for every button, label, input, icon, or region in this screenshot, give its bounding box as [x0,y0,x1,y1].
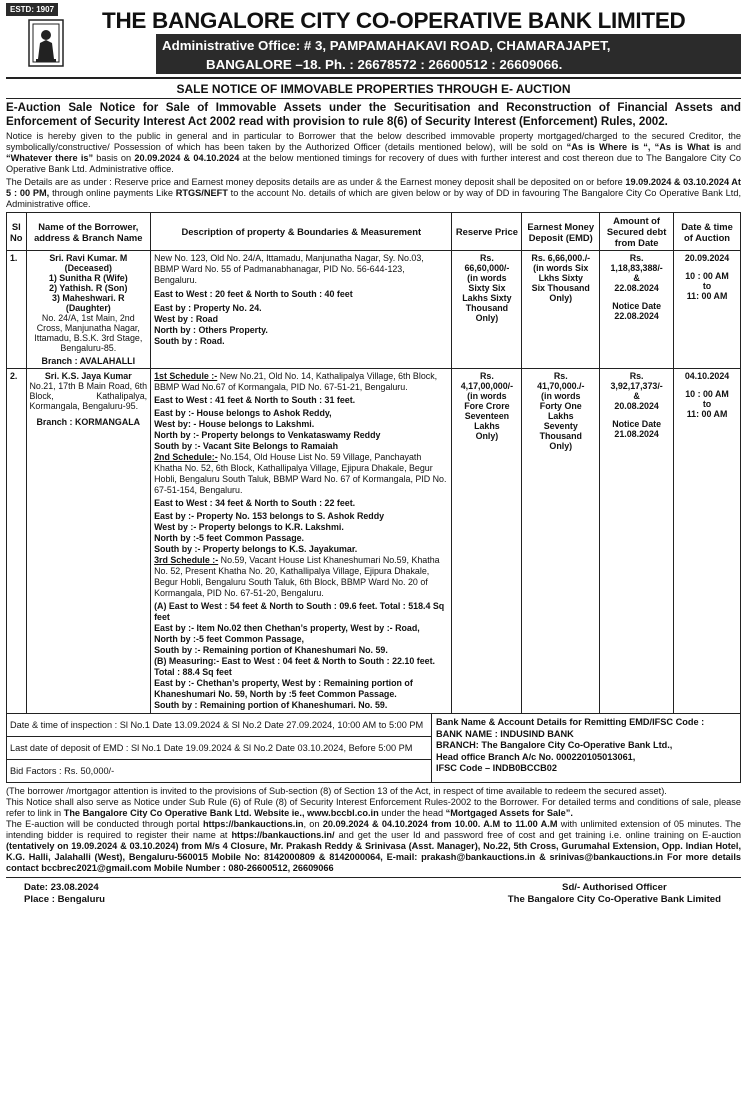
sale-title: SALE NOTICE OF IMMOVABLE PROPERTIES THROUGH E- AUCTION [6,82,741,99]
row2-auction: 04.10.2024 10 : 00 AM to 11: 00 AM [674,369,741,714]
admin-address-line1: Administrative Office: # 3, PAMPAMAHAKAVI ROAD, CHAMARAJAPET, [162,38,611,53]
row1-debt: Rs. 1,18,83,388/- & 22.08.2024 Notice Date 22.08.2024 [600,251,674,369]
header-name: Name of the Borrower, address & Branch Name [26,213,151,251]
notice-date: Date: 23.08.2024 [24,882,99,893]
inspection-details [7,714,432,782]
row1-reserve: Rs. 66,60,000/- (in words Sixty Six Lakhs Sixty Thousand Only) [452,251,522,369]
header-reserve: Reserve Price [452,213,522,251]
row1-auction: 20.09.2024 10 : 00 AM to 11: 00 AM [674,251,741,369]
bank-logo-icon [28,19,64,67]
note-sub-rule: This Notice shall also serve as Notice under Sub Rule (6) of Rule (8) of Security Interest Enforcement Rules-2002 to the Borrower. For detailed terms and conditions of sale, please refer to link in The Bangalore City Co Operative Bank Ltd. Website ie., www.bccbl.co.in under the head “Mortgaged Assets for Sale”. [6,797,741,818]
notice-place: Place : Bengaluru [24,894,106,905]
row1-description: New No. 123, Old No. 24/A, Ittamadu, Manjunatha Nagar, Sy. No.03, BBMP Ward No. 55 of Padmanabhanagar, PID No. 56-644-123, Bengaluru. East to West : 20 feet & North to South : 40 feet East by : Property No. 24. West by : Road North by : Others Property. South by : Road. [151,251,452,369]
row1-emd: Rs. 6,66,000./- (in words Six Lkhs Sixty Six Thousand Only) [522,251,600,369]
header-emd: Earnest Money Deposit (EMD) [522,213,600,251]
row2-sl: 2. [7,369,27,714]
row2-emd: Rs. 41,70,000./- (in words Forty One Lakhs Seventy Thousand Only) [522,369,600,714]
inspection-date: Date & time of inspection : Sl No.1 Date 13.09.2024 & Sl No.2 Date 27.09.2024, 10:00 AM to 5:00 PM [7,714,431,737]
row2-borrower: Sri. K.S. Jaya Kumar No.21, 17th B Main Road, 6th Block, Kathalipalya, Kormangala, Bengaluru-95. Branch : KORMANGALA [26,369,151,714]
admin-address-line2: BANGALORE –18. Ph. : 26678572 : 26600512 : 26609066. [206,57,563,72]
bank-name: THE BANGALORE CITY CO-OPERATIVE BANK LIMITED [102,8,686,33]
table-row [7,251,741,369]
estd-badge: ESTD: 1907 [6,3,58,16]
footer-bank-name: The Bangalore City Co-Operative Bank Limited [507,894,721,905]
intro-paragraph-2: The Details are as under : Reserve price and Earnest money deposits details are as under & the Earnest money deposit shall be deposited on or before 19.09.2024 & 03.10.2024 At 5 : 00 PM, through online payments Like RTGS/NEFT to the account No. details of which are given below or by way of DD in favouring The Bangalore City Co Operative Bank Ltd, Administrative office. [6,177,742,209]
row1-sl: 1. [7,251,27,369]
bank-details: Bank Name & Account Details for Remitting EMD/IFSC Code : BANK NAME : INDUSIND BANK BRANCH: The Bangalore City Co-Operative Bank Ltd., Head office Branch A/c No. 000220105013061, IFSC Code – INDB0BCCB02 [436,717,705,773]
bid-factors: Bid Factors : Rs. 50,000/- [10,766,115,776]
note-redeem: (The borrower /mortgagor attention is invited to the provisions of Sub-section (8) of Section 13 of the Act, in respect of time available to redeem the secured asset). [6,786,667,796]
property-table [6,212,741,714]
sub-title: E-Auction Sale Notice for Sale of Immovable Assets under the Securitisation and Reconstruction of Financial Assets and Enforcement of Security Interest Act 2002 read with provision to rule 8(6) of Security Interest (Enforcement) Rules, 2002. [6,101,741,128]
notice-page [6,3,741,906]
header-sl: Sl No [7,213,27,251]
terms-notes [6,786,741,878]
header-desc: Description of property & Boundaries & Measurement [151,213,452,251]
header-auction: Date & time of Auction [674,213,741,251]
row1-borrower: Sri. Ravi Kumar. M (Deceased) 1) Sunitha R (Wife) 2) Yathish. R (Son) 3) Maheshwari. R (Daughter) No. 24/A, 1st Main, 2nd Cross, Manjunatha Nagar, Ittamadu, B.S.K. 3rd Stage, Bengaluru-85. Branch : AVALAHALLI [26,251,151,369]
emd-last-date: Last date of deposit of EMD : Sl No.1 Date 19.09.2024 & Sl No.2 Date 03.10.2024, Before 5:00 PM [7,737,431,760]
footer [6,882,741,906]
note-eauction: The E-auction will be conducted through portal https://bankauctions.in, on 20.09.2024 & 04.10.2024 from 10.00. A.M to 11.00 A.M with unlimited extension of 05 minutes. The intending bidder is required to register their name at https://bankauctions.in/ and get the user Id and password free of cost and get training i.e. online training on E-auction (tentatively on 19.09.2024 & 03.10.2024) from M/s 4 Closure, Mr. Prakash Reddy & Srinivasa (Asst. Manager), No.22, 5th Cross, Gurumahal Extension, Opp. Indian Hotel, K.G. Halli, Jalahalli (West), Bengaluru-560015 Mobile No: 8142000809 & 8142000064, E-mail: prakash@bankauctions.in & srinivas@bankauctions.in For more details contact bccbrec2021@gmail.com Mobile Number : 080-26600512, 26609066 [6,819,741,873]
row2-reserve: Rs. 4,17,00,000/- (in words Fore Crore Seventeen Lakhs Only) [452,369,522,714]
header [6,3,741,79]
table-header-row [7,213,741,251]
inspection-and-bank-details [6,714,741,783]
authorised-officer: Sd/- Authorised Officer [562,882,667,893]
intro-paragraph-1: Notice is hereby given to the public in general and in particular to Borrower that the below described immovable property mortgaged/charged to the secured Creditor, the symbolically/constructive/ Possession of which has been taken by the Authorized Officer (details mentioned below), will be sold on “As is Where is “, “As is What is and “Whatever there is” basis on 20.09.2024 & 04.10.2024 at the below mentioned timings for recovery of dues with further interest and cost thereon due to The Bangalore City Co Operative Bank Ltd. Administrative office. [6,131,741,174]
header-debt: Amount of Secured debt from Date [600,213,674,251]
row2-debt: Rs. 3,92,17,373/- & 20.08.2024 Notice Date 21.08.2024 [600,369,674,714]
table-row [7,369,741,714]
row2-description: 1st Schedule :- New No.21, Old No. 14, Kathalipalya Village, 6th Block, BBMP Wad No.67 of Kormangala, PID No. 67-51-21, Bengaluru. East to West : 41 feet & North to South : 31 feet. East by :- House belongs to Ashok Reddy, West by: - House belongs to Lakshmi. North by :- Property belongs to Venkataswamy Reddy South by :- Vacant Site Belongs to Ramaiah 2nd Schedule:- No.154, Old House List No. 59 Village, Panchayath Khatha No. 52, 6th Block, Kathallipalya Village, Ejipura Dhakale, Begur Hobli, Bengaluru South Taluk, BBMP Ward No. 67 of Kormangala, PID No. 67-51-154, Bengaluru. East to West : 34 feet & North to South : 22 feet. East by :- Property No. 153 belongs to S. Ashok Reddy West by :- Property belongs to K.R. Lakshmi. North by :-5 feet Common Passage. South by :- Property belongs to K.S. Jayakumar. 3rd Schedule :- No.59, Vacant House List Khaneshumari No.59, Khatha No. 52, Present Khatha No. 20, Kathallipalya Village, Ejipura Dhakale, Begur Hobli, Bengaluru South Taluk, 6th Block, BBMP Ward No. 20 of Kormangala, PID No. 67-51-20, Bengaluru. (A) East to West : 54 feet & North to South : 09.6 feet. Total : 518.4 Sq feet East by :- Item No.02 then Chethan’s property, West by :- Road, North by :-5 feet Common Passage, South by :- Remaining portion of Khaneshumari No. 59. (B) Measuring:- East to West : 04 feet & North to South : 22.10 feet. Total : 88.4 Sq feet East by :- Chethan’s property, West by : Remaining portion of Khaneshumari No. 59, North by :5 feet Common Passage. South by : Remaining portion of Khaneshumari. No. 59. [151,369,452,714]
